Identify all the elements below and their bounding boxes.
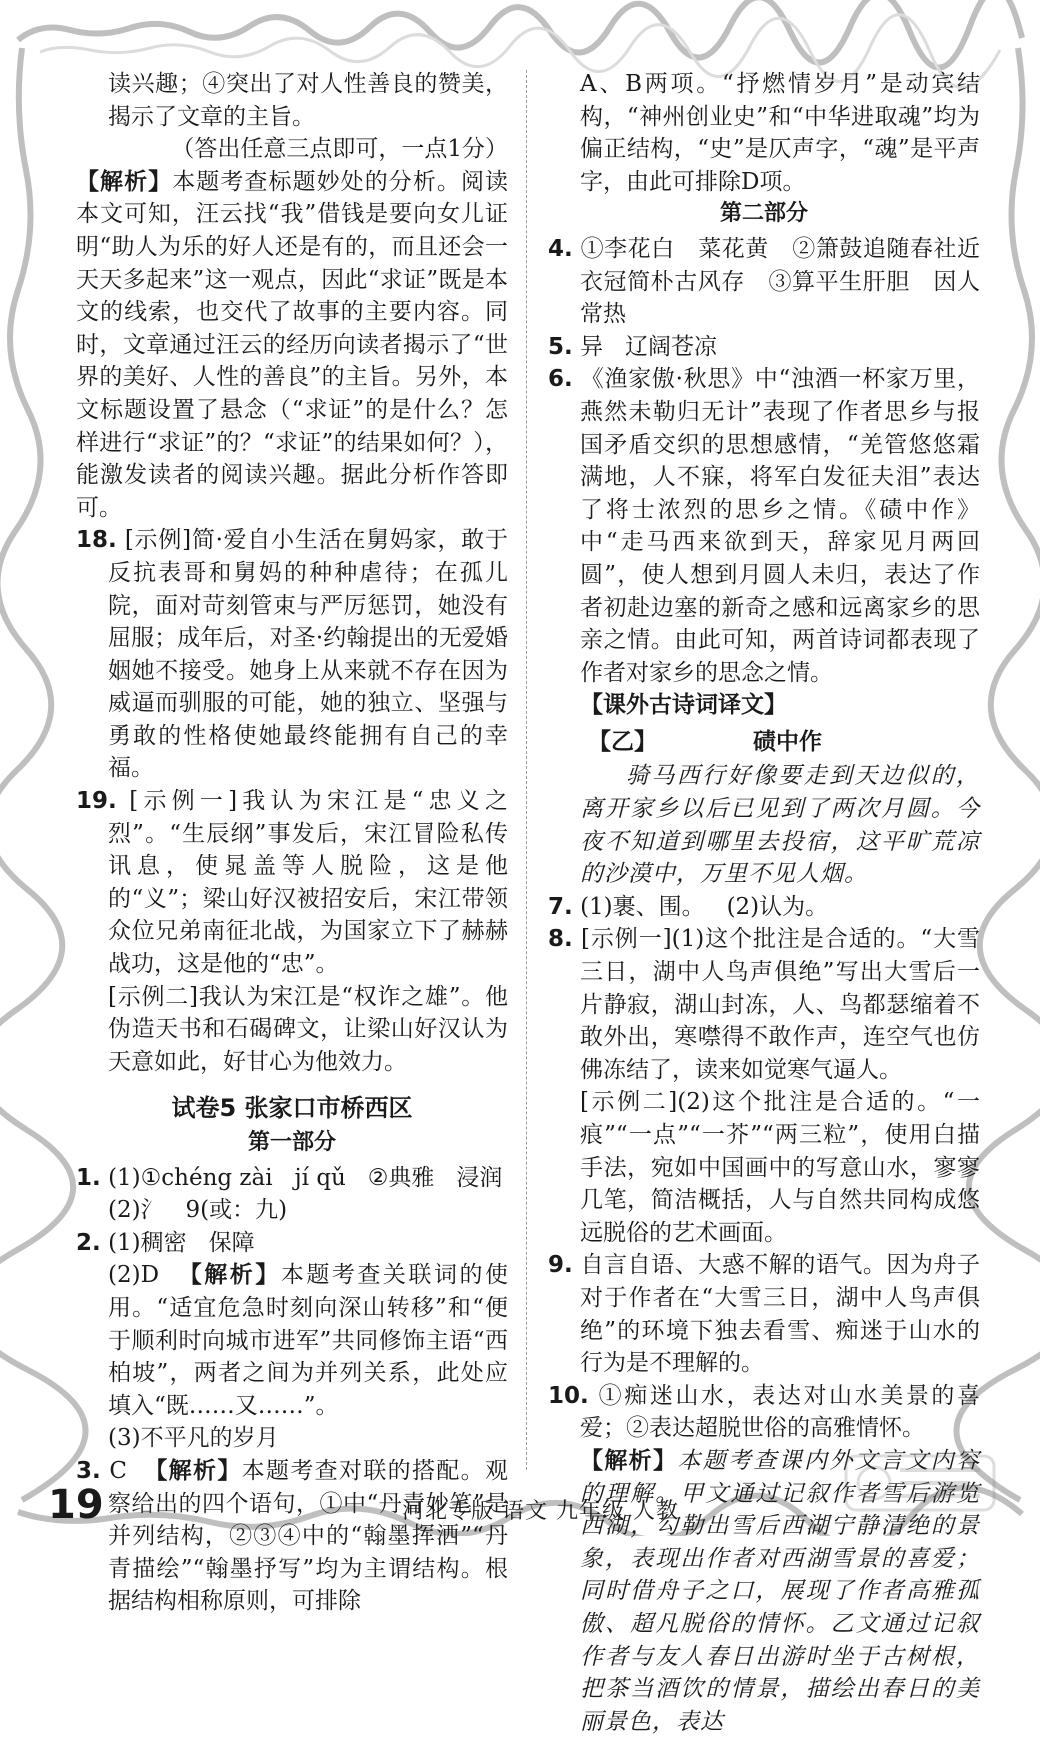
q8-answer-1 <box>548 923 980 1086</box>
part-two-heading: 第二部分 <box>719 201 808 227</box>
q18-number: 18. <box>76 527 117 554</box>
column-divider <box>526 70 527 1470</box>
page-number: 19 <box>48 1482 104 1528</box>
q8-example-1: [示例一](1)这个批注是合适的。“大雪三日，湖中人鸟声俱绝”写出大雪后一片静寂，湖山封冻，人、鸟都瑟缩着不敢外出，寒噤得不敢作声，连空气也仿佛冻结了，读来如觉寒气逼人。 <box>580 926 980 1083</box>
q1-line-1 <box>76 1162 508 1195</box>
q1-number: 1. <box>76 1164 101 1191</box>
left-column <box>76 68 508 1618</box>
q2-analysis-tag: 【解析】 <box>178 1262 281 1289</box>
q9-number: 9. <box>548 1252 573 1279</box>
q6-answer <box>548 363 980 689</box>
q17-analysis <box>76 166 508 525</box>
q2-answer: (2)D <box>108 1262 179 1289</box>
q8-example-2: [示例二](2)这个批注是合适的。“一痕”“一点”“一芥”“两三粒”，使用白描手法，宛如中国画中的写意山水，寥寥几笔，简洁概括，人与自然共同构成悠远脱俗的艺术画面。 <box>580 1089 980 1246</box>
exam-title: 试卷5 张家口市桥西区 <box>171 1094 413 1123</box>
q10-number: 10. <box>548 1382 589 1409</box>
poem-key: 【乙】 <box>588 728 657 755</box>
q7-number: 7. <box>548 893 573 920</box>
analysis-tag: 【解析】 <box>76 168 173 195</box>
q4-number: 4. <box>548 235 573 262</box>
q7-answer <box>548 891 980 924</box>
q17-analysis-text: 本题考查标题妙处的分析。阅读本文可知，汪云找“我”借钱是要向女儿证明“助人为乐的好人还是有的，而且还会一天天多起来”这一观点，因此“求证”既是本文的线索，也交代了故事的主要内容。同时，文章通过汪云的经历向读者揭示了“世界的美好、人性的善良”的主旨。另外，本文标题设置了悬念（“求证”的是什么？怎样进行“求证”的？“求证”的结果如何？），能激发读者的阅读兴趣。据此分析作答即可。 <box>76 168 509 521</box>
q1-part-2: (2)氵 9(或：九) <box>108 1197 288 1224</box>
poem-title: 碛中作 <box>753 728 822 755</box>
q3-analysis-tag: 【解析】 <box>144 1457 242 1484</box>
q19-answer-1 <box>76 785 508 981</box>
q5-text: 异 辽阔苍凉 <box>580 333 717 360</box>
q3-analysis-text: 本题考查对联的搭配。观察给出的四个语句，①中“丹青妙笔”是并列结构，②③④中的“翰墨挥洒”“丹青描绘”“翰墨抒写”均为主谓结构。根据结构相称原则，可排除 <box>108 1457 509 1615</box>
q3-number: 3. <box>76 1457 101 1484</box>
translation-label: 【课外古诗词译文】 <box>580 692 787 719</box>
q4-answer <box>548 233 1002 331</box>
q10-answer <box>548 1380 980 1445</box>
q10-text: ①痴迷山水，表达对山水美景的喜爱；②表达超脱世俗的高雅情怀。 <box>580 1382 981 1442</box>
q1-part-1: (1)①chéng zài jí qǔ ②典雅 浸润 <box>108 1164 503 1191</box>
watermark-logo <box>840 1448 1000 1518</box>
q6-text: 《渔家傲·秋思》中“浊酒一杯家万里，燕然未勒归无计”表现了作者思乡与报国矛盾交织的思想感情，“羌管悠悠霜满地，人不寐，将军白发征夫泪”表达了将士浓烈的思乡之情。《碛中作》中“走马西来欲到天，辞家见月两回圆”，使人想到月圆人未归，表达了作者初赴边塞的新奇之感和远离家乡的思亲之情。由此可知，两首诗词都表现了作者对家乡的思念之情。 <box>580 366 980 686</box>
q5-answer <box>548 331 980 364</box>
q2-part-3: (3)不平凡的岁月 <box>108 1425 279 1452</box>
q10-analysis-tag: 【解析】 <box>580 1447 678 1474</box>
q17-answer-tail: 读兴趣；④突出了对人性善良的赞美，揭示了文章的主旨。 <box>108 71 508 130</box>
q19-example-1: [示例一]我认为宋江是“忠义之烈”。“生辰纲”事发后，宋江冒险私传讯息，使晁盖等人脱险，这是他的“义”；梁山好汉被招安后，宋江带领众位兄弟南征北战，为国家立下了赫赫战功，这是他的“忠”。 <box>108 788 508 978</box>
q6-number: 6. <box>548 366 573 393</box>
q2-part-1: (1)稠密 保障 <box>108 1229 255 1256</box>
q7-text: (1)裹、围。 (2)认为。 <box>580 893 829 920</box>
q19-example-2: [示例二]我认为宋江是“权诈之雄”。他伪造天书和石碣碑文，让梁山好汉认为天意如此，好甘心为他效力。 <box>108 983 508 1075</box>
scoring-note: （答出任意三点即可，一点1分） <box>171 136 508 163</box>
q2-number: 2. <box>76 1229 101 1256</box>
q2-line-1 <box>76 1227 508 1260</box>
q3-continuation: A、B两项。“抒燃情岁月”是动宾结构，“神州创业史”和“中华进取魂”均为偏正结构，“史”是仄声字，“魂”是平声字，由此可排除D项。 <box>580 71 980 195</box>
q8-number: 8. <box>548 926 573 953</box>
poem-translation: 骑马西行好像要走到天边似的，离开家乡以后已见到了两次月圆。今夜不知道到哪里去投宿，这平旷荒凉的沙漠中，万里不见人烟。 <box>580 763 980 888</box>
q18-answer <box>76 524 508 785</box>
poem-heading <box>548 726 980 759</box>
q3-answer <box>76 1455 508 1618</box>
q18-text: [示例]简·爱自小生活在舅妈家，敢于反抗表哥和舅妈的种种虐待；在孤儿院，面对苛刻管束与严厉惩罚，她没有屈服；成年后，对圣·约翰提出的无爱婚姻她不接受。她身上从来就不存在因为威逼而驯服的可能，她的独立、坚强与勇敢的性格使她最终能拥有自己的幸福。 <box>108 527 508 782</box>
q4-text: ①李花白 菜花黄 ②箫鼓追随春社近 衣冠简朴古风存 ③算平生肝胆 因人常热 <box>580 235 1002 328</box>
footer-label: 河北专版 语文 九年级 人教 <box>402 1499 679 1524</box>
q2-part-2 <box>76 1259 508 1422</box>
q2-analysis-text: 本题考查关联词的使用。“适宜危急时刻向深山转移”和“便于顺利时向城市进军”共同修饰主语“西柏坡”，两者之间为并列关系，此处应填入“既……又……”。 <box>108 1262 509 1419</box>
q9-text: 自言自语、大惑不解的语气。因为舟子对于作者在“大雪三日，湖中人鸟声俱绝”的环境下独去看雪、痴迷于山水的行为是不理解的。 <box>580 1252 981 1377</box>
part-one-heading: 第一部分 <box>247 1130 336 1155</box>
q9-answer <box>548 1249 980 1379</box>
q3-choice: C <box>109 1457 145 1484</box>
q5-number: 5. <box>548 333 573 360</box>
q19-number: 19. <box>76 788 117 815</box>
q10-analysis-text: 本题考查课内外文言文内容的理解。甲文通过记叙作者雪后游览西湖，勾勒出雪后西湖宁静清绝的景象，表现出作者对西湖雪景的喜爱；同时借舟子之口，展现了作者高雅孤傲、超凡脱俗的情怀。乙文通过记叙作者与友人春日出游时坐于古树根，把茶当酒饮的情景，描绘出春日的美丽景色，表达 <box>580 1447 981 1735</box>
